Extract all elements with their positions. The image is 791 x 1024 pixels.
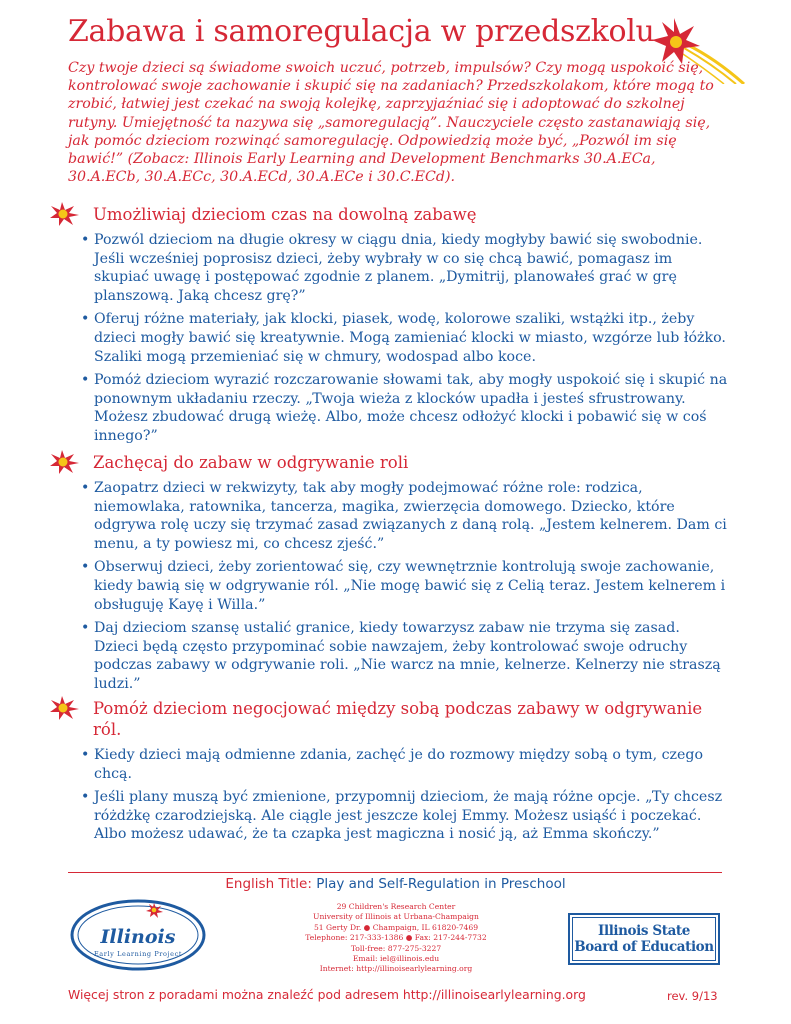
english-title-value: Play and Self-Regulation in Preschool: [316, 876, 566, 892]
bullet-list: [48, 746, 728, 844]
contact-line: 29 Children's Research Center: [336, 902, 456, 911]
contact-block: [276, 902, 516, 975]
star-bullet-icon: [48, 201, 80, 227]
bullet-item: • Oferuj różne materiały, jak klocki, piasek, wodę, kolorowe szaliki, wstążki itp., żeby dzieci mogły bawić się kreatywnie. Mogą zamieniać klocki w miasto, wzgórze lub łóżko. Szaliki mogą przemieniać się w chmury, wodospad albo koce.: [48, 310, 728, 366]
english-title: [0, 876, 791, 892]
bullet-list: [48, 231, 728, 446]
isbe-line1: Illinois State: [598, 923, 690, 939]
star-bullet-icon: [48, 449, 80, 475]
section-negotiation: [48, 698, 728, 849]
contact-email[interactable]: Email: iel@illinois.edu: [352, 954, 440, 964]
intro-paragraph: Czy twoje dzieci są świadome swoich uczuć, potrzeb, impulsów? Czy mogą uspokoić się, kontrolować swoje zachowanie i skupić się na zadaniach? Przedszkolakom, które mogą to zrobić, łatwiej jest czekać na swoją kolejkę, zaprzyjaźniać się i adoptować do szkolnej rutyny. Umiejętność ta nazywa się „samoregulacją”. Nauczyciele często zastanawiają się, jak pomóc dzieciom rozwinąć samoregulację. Odpowiedzią może być, „Pozwól im się bawić!” (Zobacz: Illinois Early Learning and Development Benchmarks 30.A.ECa, 30.A.ECb, 30.A.ECc, 30.A.ECd, 30.A.ECe i 30.C.ECd).: [68, 60, 714, 186]
bullet-item: • Daj dzieciom szansę ustalić granice, kiedy towarzysz zabaw nie trzyma się zasad. Dzieci będą często przypominać sobie nawzajem, żeby kontrolować swoje odruchy podczas zabawy w odgrywanie roli. „Nie warcz na mnie, kelnerze. Kelnerzy nie straszą ludzi.”: [48, 619, 728, 693]
section-heading: Zachęcaj do zabaw w odgrywanie roli: [93, 453, 409, 472]
isbe-logo: [568, 913, 720, 965]
bullet-item: • Obserwuj dzieci, żeby zorientować się, czy wewnętrznie kontrolują swoje zachowanie, kiedy bawią się w odgrywanie ról. „Nie mogę bawić się z Celią teraz. Jestem kelnerem i obsługuję Kayę i Willa.”: [48, 558, 728, 614]
star-bullet-icon: [48, 695, 80, 721]
logo-subtitle: Early Learning Project: [93, 950, 183, 958]
contact-line: 51 Gerty Dr. ● Champaign, IL 61820-7469: [313, 922, 479, 932]
footer-more-tips[interactable]: Więcej stron z poradami można znaleźć pod adresem http://illinoisearlylearning.org: [68, 987, 586, 1002]
section-role-play: [48, 452, 728, 699]
bullet-item: • Pomóż dzieciom wyrazić rozczarowanie słowami tak, aby mogły uspokoić się i skupić na ponownym układaniu rzeczy. „Twoja wieża z klocków upadła i jesteś sfrustrowany. Możesz zbudować drugą wieżę. Albo, może chcesz odłożyć klocki i pobawić się w coś innego?”: [48, 371, 728, 445]
divider: [68, 872, 722, 873]
contact-line: University of Illinois at Urbana-Champaign: [313, 912, 479, 922]
bullet-item: • Zaopatrz dzieci w rekwizyty, tak aby mogły podejmować różne role: rodzica, niemowlaka, ratownika, tancerza, magika, zwierzęcia domowego. Dziecko, które odgrywa rolę uczy się trzymać zasad związanych z daną rolą. „Jestem kelnerem. Dam ci menu, a ty powiesz mi, co chcesz zjeść.”: [48, 479, 728, 553]
english-title-label: English Title:: [225, 876, 312, 892]
section-heading: Umożliwiaj dzieciom czas na dowolną zabawę: [93, 205, 477, 224]
illinois-early-learning-logo: [68, 893, 208, 973]
bullet-item: • Kiedy dzieci mają odmienne zdania, zachęć je do rozmowy między sobą o tym, czego chcą.: [48, 746, 728, 783]
section-free-play: [48, 204, 728, 451]
isbe-line2: Board of Education: [574, 939, 714, 955]
bullet-item: • Pozwól dzieciom na długie okresy w ciągu dnia, kiedy mogłyby bawić się swobodnie. Jeśli wcześniej poprosisz dzieci, żeby wybrały w co się chcą bawić, pomagasz im skupiać uwagę i postępować zgodnie z planem. „Dymitrij, planowałeś grać w grę planszową. Jaką chcesz grę?”: [48, 231, 728, 305]
contact-website[interactable]: Internet: http://illinoisearlylearning.org: [319, 964, 473, 974]
contact-line: Toll-free: 877-275-3227: [350, 943, 442, 953]
logo-word: Illinois: [100, 926, 176, 948]
revision-label: rev. 9/13: [667, 989, 718, 1003]
bullet-item: • Jeśli plany muszą być zmienione, przypomnij dzieciom, że mają różne opcje. „Ty chcesz różdżkę czarodziejską. Ale ciągle jest jeszcze kolej Emmy. Możesz usiąść i poczekać. Albo możesz udawać, że ta czapka jest magiczna i nosić ją, aż Emma skończy.”: [48, 788, 728, 844]
contact-line: Telephone: 217-333-1386 ● Fax: 217-244-7732: [305, 933, 487, 943]
bullet-list: [48, 479, 728, 694]
page-title: Zabawa i samoregulacja w przedszkolu: [68, 14, 655, 49]
section-heading: Pomóż dzieciom negocjować między sobą podczas zabawy w odgrywanie ról.: [93, 699, 703, 739]
